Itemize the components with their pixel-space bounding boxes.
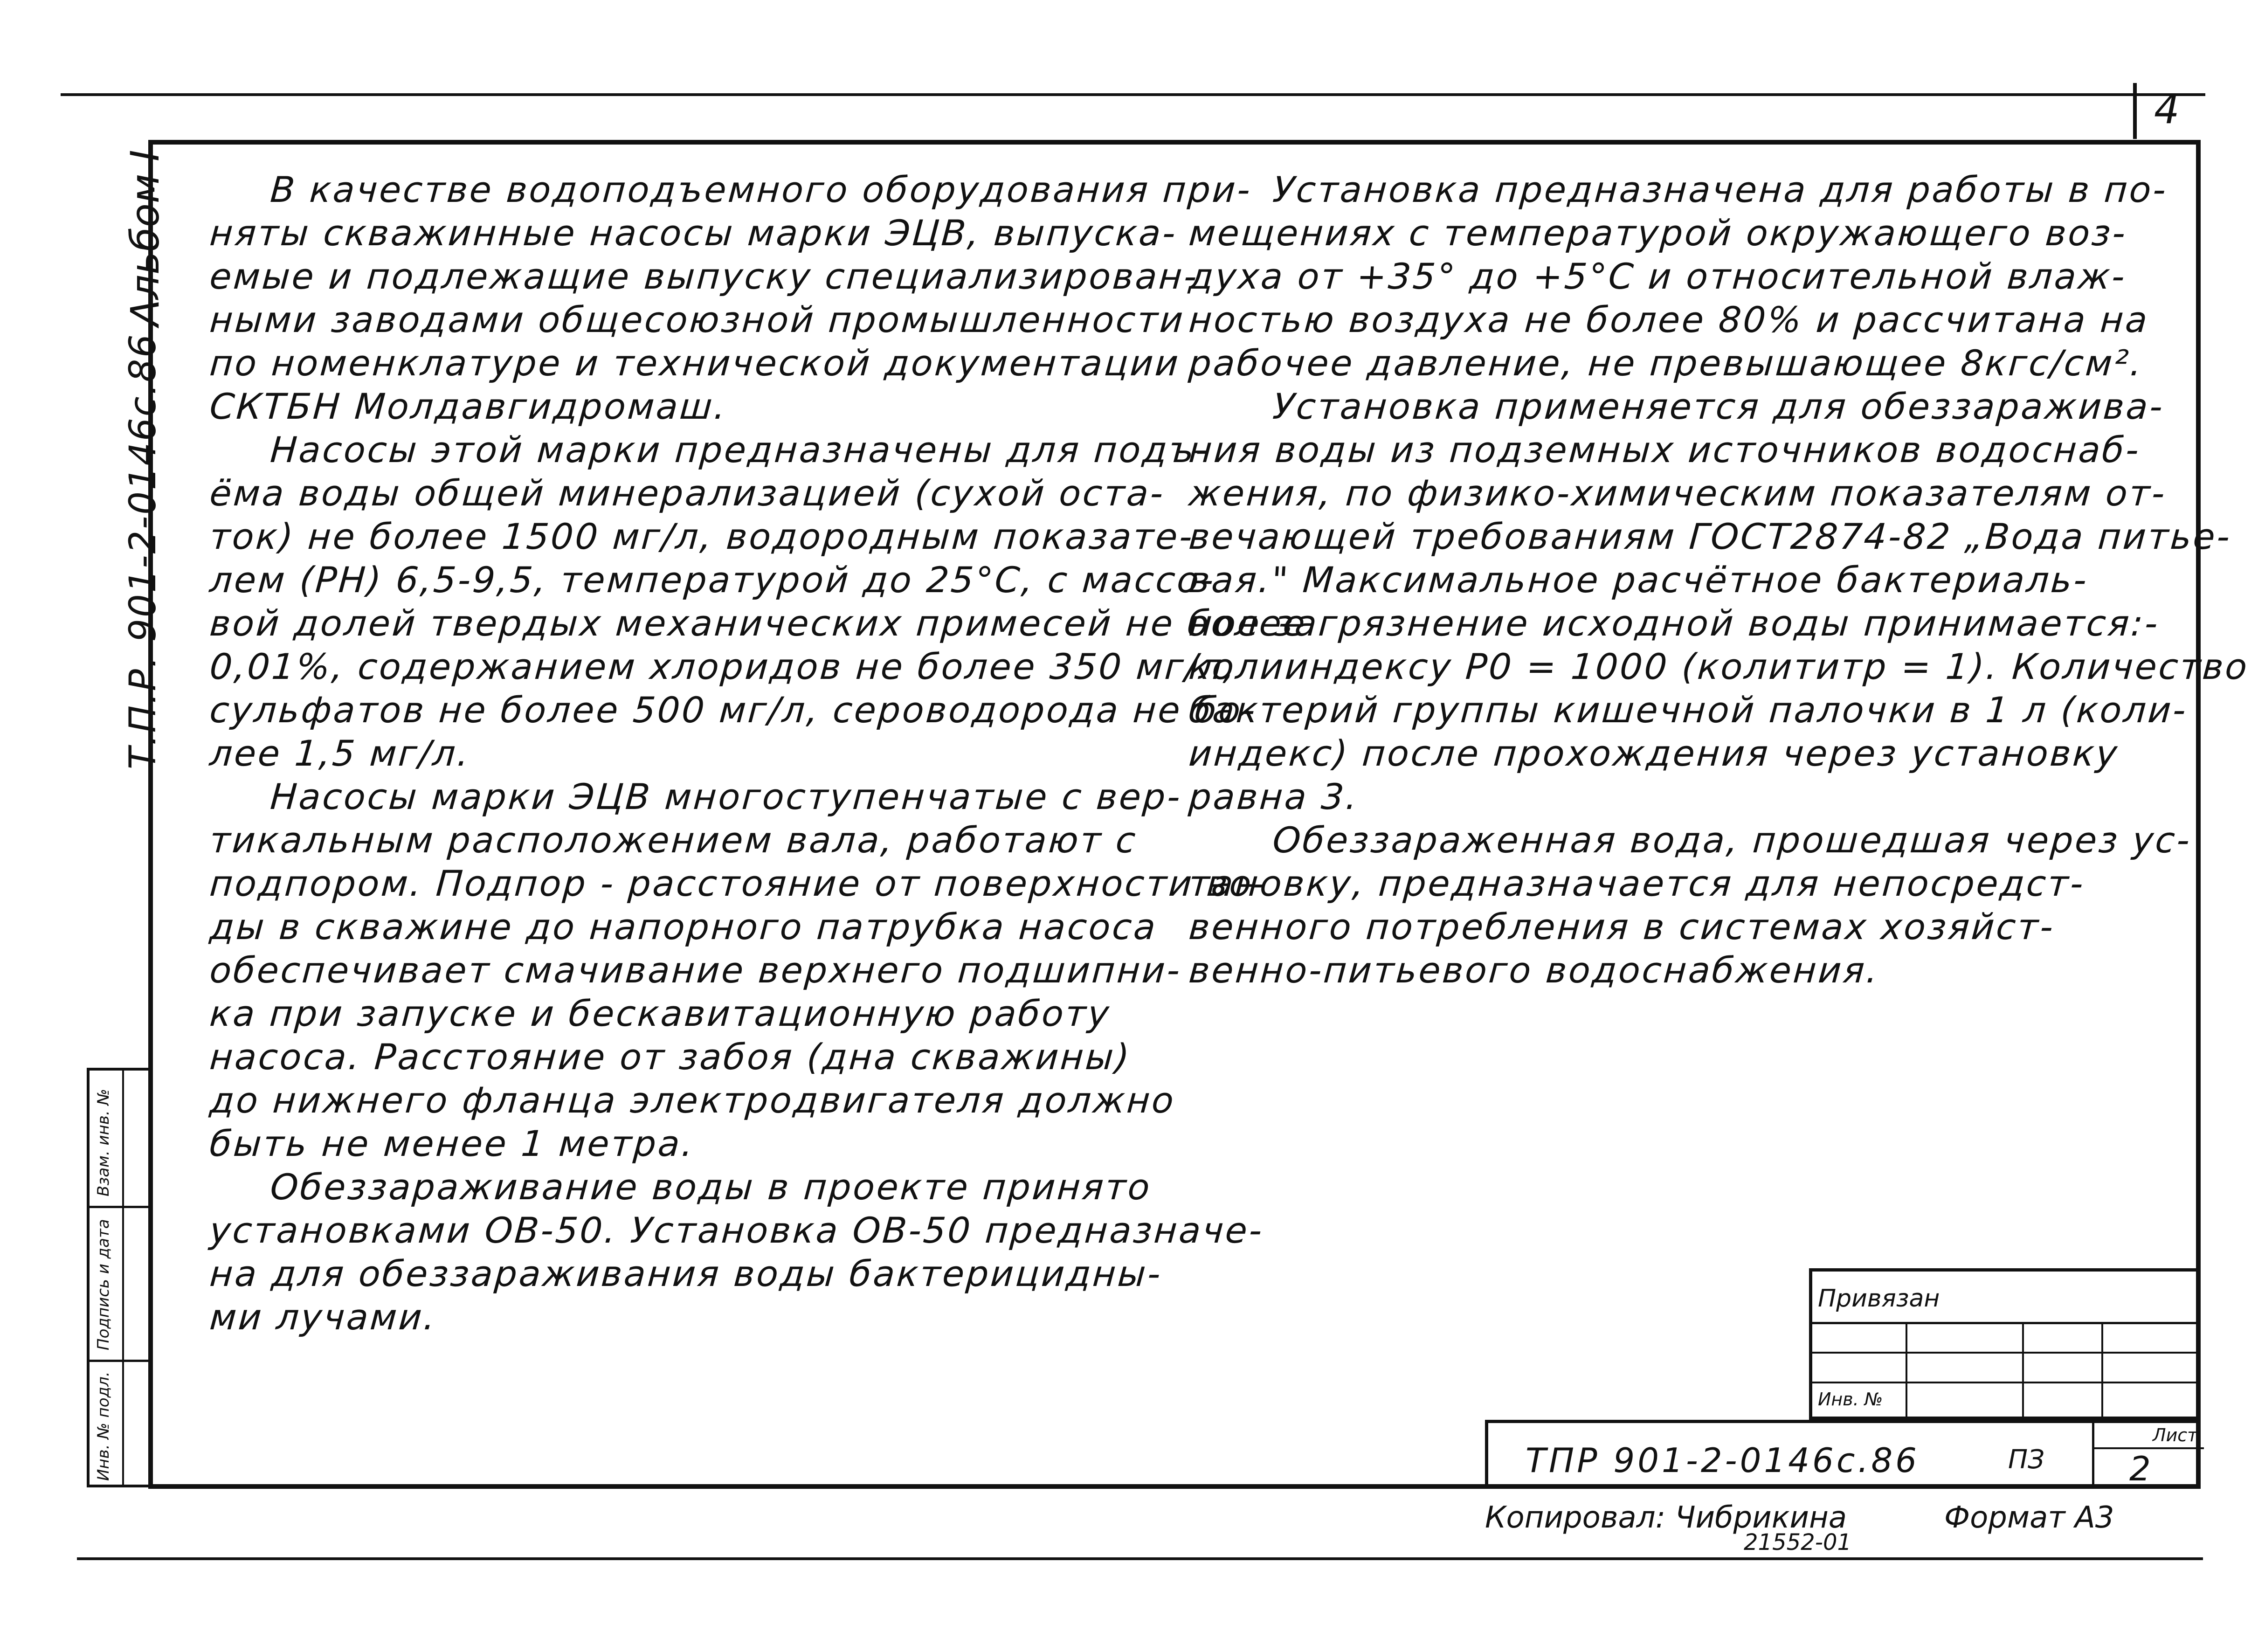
text-line: венного потребления в системах хозяйст- xyxy=(1187,906,2057,947)
side-document-code: Т.П.Р. 901-2-0146с.86 xyxy=(122,333,164,769)
text-line: бактерий группы кишечной палочки в 1 л (коли- xyxy=(1187,689,2189,731)
text-line: вой долей твердых механических примесей не более xyxy=(208,602,1308,644)
text-line: рабочее давление, не превышающее 8кгс/см². xyxy=(1187,342,2145,384)
text-line: индекс) после прохождения через установку xyxy=(1187,733,2120,774)
text-line: Насосы марки ЭЦВ многоступенчатые с вер- xyxy=(269,776,1183,817)
page-number: 4 xyxy=(2154,86,2180,133)
text-line: ния воды из подземных источников водоснаб- xyxy=(1187,429,2142,470)
text-line: ными заводами общесоюзной промышленности xyxy=(208,299,1187,340)
text-line: сульфатов не более 500 мг/л, сероводорода не бо- xyxy=(208,689,1258,731)
binding-table-row-line xyxy=(1812,1352,2201,1354)
text-line: лем (РН) 6,5-9,5, температурой до 25°С, с массо- xyxy=(208,559,1217,601)
text-line: насоса. Расстояние от забоя (дна скважины) xyxy=(208,1036,1132,1078)
text-line: равна 3. xyxy=(1187,776,1360,817)
stamp-row-divider xyxy=(90,1360,150,1362)
text-line: ное загрязнение исходной воды принимается:- xyxy=(1187,602,2161,644)
stamp-label-inventory: Инв. № подл. xyxy=(94,1371,113,1481)
text-line: духа от +35° до +5°С и относительной влаж- xyxy=(1187,256,2128,297)
text-line: 0,01%, содержанием хлоридов не более 350 мг/л, xyxy=(208,646,1238,687)
document-section: ПЗ xyxy=(2008,1445,2045,1475)
stamp-label-signature-date: Подпись и дата xyxy=(94,1219,113,1350)
text-line: обеспечивает смачивание верхнего подшипни- xyxy=(208,949,1183,991)
text-line: ка при запуске и бескавитационную работу xyxy=(208,993,1112,1034)
text-line: емые и подлежащие выпуску специализирован- xyxy=(208,256,1200,297)
text-line: тановку, предназначается для непосредст- xyxy=(1187,863,2086,904)
binding-label: Привязан xyxy=(1818,1285,1940,1313)
text-line: лее 1,5 мг/л. xyxy=(208,733,472,774)
binding-table-col-line xyxy=(2101,1322,2103,1420)
text-line: ми лучами. xyxy=(208,1296,438,1338)
text-line: венно-питьевого водоснабжения. xyxy=(1187,949,1881,991)
approval-stamp-strip xyxy=(87,1068,153,1487)
binding-table-col-line xyxy=(2022,1322,2024,1420)
text-line: тикальным расположением вала, работают с xyxy=(208,819,1139,861)
text-line: няты скважинные насосы марки ЭЦВ, выпуска- xyxy=(208,212,1179,254)
text-line: Обеззараживание воды в проекте принято xyxy=(269,1166,1153,1208)
text-line: до нижнего фланца электродвигателя должно xyxy=(208,1079,1177,1121)
text-line: на для обеззараживания воды бактерицидны- xyxy=(208,1253,1164,1294)
text-line: подпором. Подпор - расстояние от поверхности во- xyxy=(208,863,1270,904)
text-line: вая." Максимальное расчётное бактериаль- xyxy=(1187,559,2090,601)
text-line: СКТБН Молдавгидромаш. xyxy=(208,386,729,427)
text-line: вечающей требованиям ГОСТ2874-82 „Вода питье- xyxy=(1187,516,2233,557)
binding-table-col-line xyxy=(1906,1322,1907,1420)
text-line: Насосы этой марки предназначены для подъ- xyxy=(269,429,1212,470)
order-number-caption: 21552-01 xyxy=(1744,1529,1852,1555)
sheet-number: 2 xyxy=(2129,1449,2151,1488)
text-line: Установка предназначена для работы в по- xyxy=(1271,169,2169,210)
text-line: установками ОВ-50. Установка ОВ-50 предназначе- xyxy=(208,1210,1265,1251)
top-border-rule xyxy=(61,93,2205,96)
inventory-number-label: Инв. № xyxy=(1818,1389,1883,1410)
text-line: ёма воды общей минерализацией (сухой оста- xyxy=(208,472,1167,514)
text-line: Обеззараженная вода, прошедшая через ус- xyxy=(1271,819,2193,861)
stamp-row-divider xyxy=(90,1206,150,1208)
text-line: жения, по физико-химическим показателям от- xyxy=(1187,472,2168,514)
sheet-cell-divider xyxy=(2092,1423,2094,1489)
binding-table xyxy=(1809,1268,2201,1420)
text-line: колииндексу Р0 = 1000 (колититр = 1). Количество xyxy=(1187,646,2251,687)
binding-table-row-line xyxy=(1812,1322,2201,1324)
sheet-label: Лист xyxy=(2153,1425,2198,1445)
stamp-label-replacement: Взам. инв. № xyxy=(94,1089,113,1196)
text-line: быть не менее 1 метра. xyxy=(208,1123,697,1164)
text-line: В качестве водоподъемного оборудования при- xyxy=(269,169,1254,210)
text-line: Установка применяется для обеззаражива- xyxy=(1271,386,2166,427)
document-code: ТПР 901-2-0146с.86 xyxy=(1526,1441,1920,1480)
title-block-stamp xyxy=(1485,1420,2201,1489)
stamp-column-divider xyxy=(122,1071,124,1485)
copied-by-caption: Копировал: Чибрикина xyxy=(1485,1500,1847,1535)
album-label: Альбом I xyxy=(122,150,168,326)
text-line: мещениях с температурой окружающего воз- xyxy=(1187,212,2129,254)
text-line: ток) не более 1500 мг/л, водородным показате- xyxy=(208,516,1196,557)
bottom-border-rule xyxy=(77,1557,2203,1560)
text-line: по номенклатуре и технической документации xyxy=(208,342,1182,384)
binding-table-row-line xyxy=(1812,1382,2201,1383)
text-line: ды в скважине до напорного патрубка насоса xyxy=(208,906,1159,947)
text-line: ностью воздуха не более 80% и рассчитана на xyxy=(1187,299,2151,340)
format-caption: Формат А3 xyxy=(1944,1500,2114,1535)
right-text-column xyxy=(1187,168,2251,992)
